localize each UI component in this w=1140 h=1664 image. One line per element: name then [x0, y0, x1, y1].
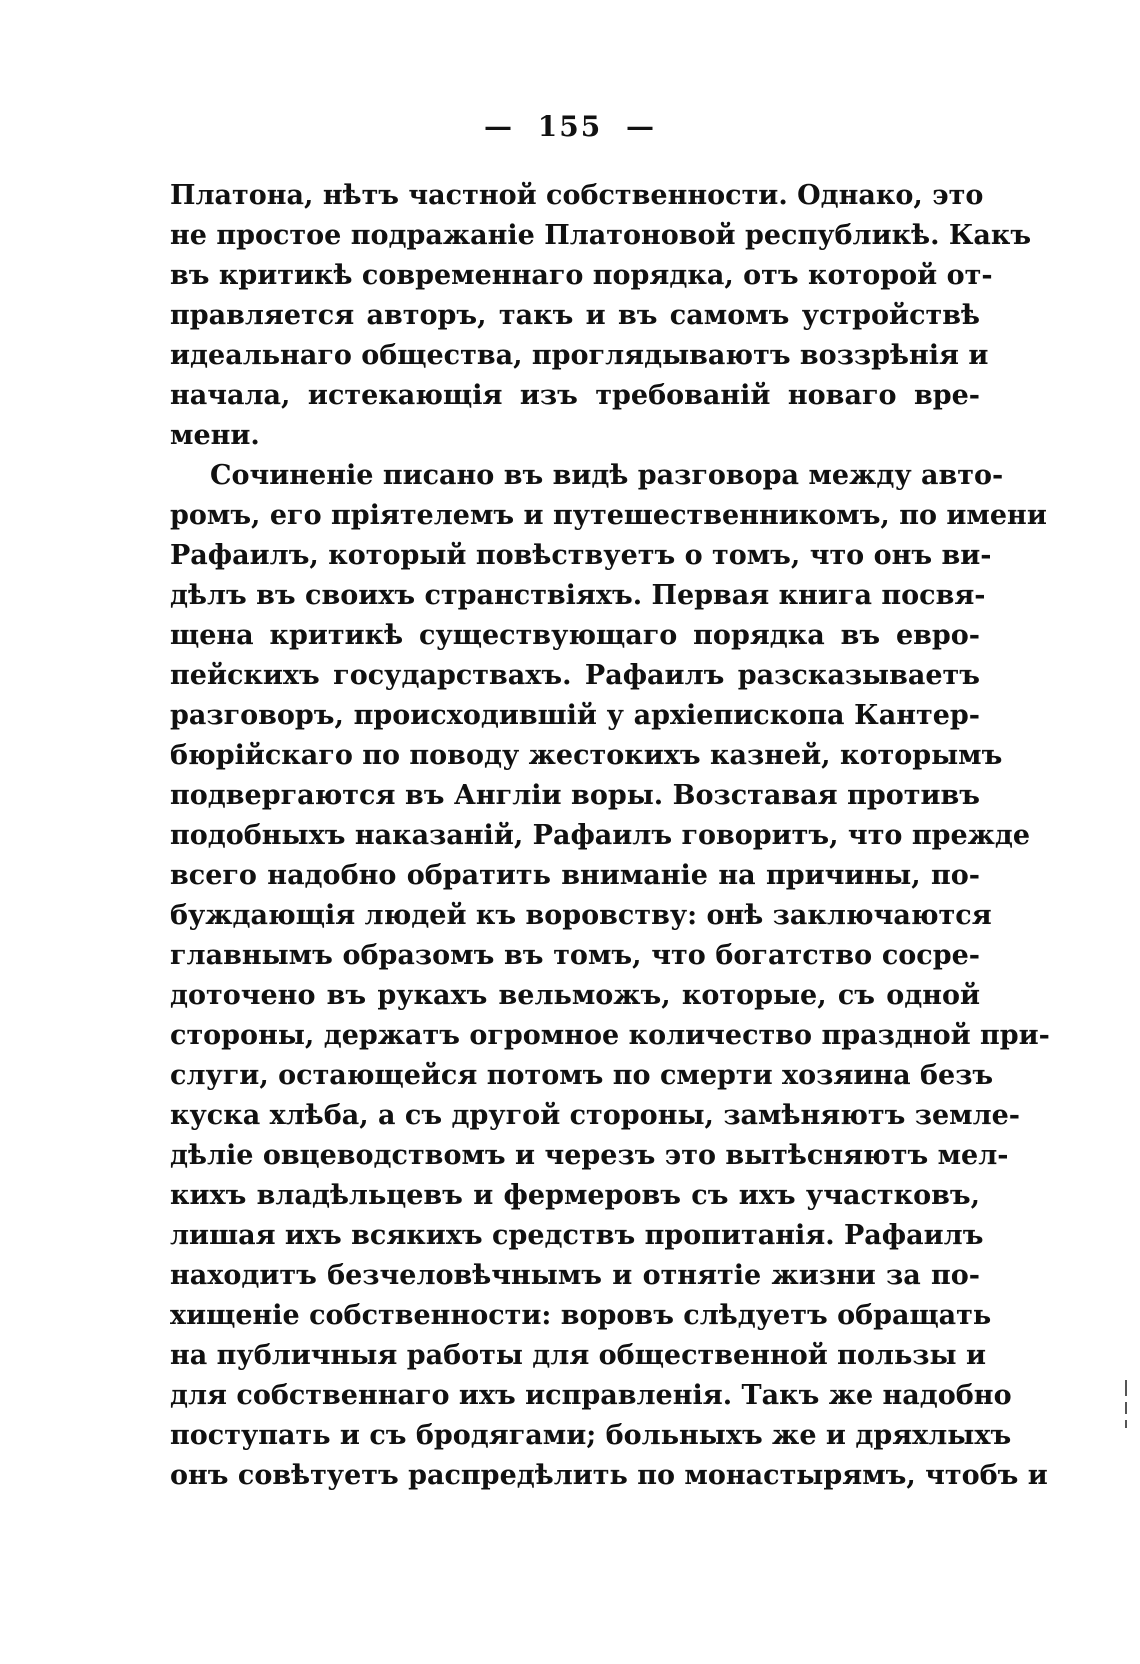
text-line: подвергаются въ Англіи воры. Возставая противъ [170, 780, 980, 811]
scan-artifact-mark [1125, 1380, 1127, 1396]
text-line: для собственнаго ихъ исправленія. Такъ же надобно [170, 1380, 1012, 1411]
text-line: бюрійскаго по поводу жестокихъ казней, которымъ [170, 740, 1003, 771]
text-line: находитъ безчеловѣчнымъ и отнятіе жизни за по- [170, 1260, 980, 1291]
text-line: разговоръ, происходившій у архіепископа Кантер- [170, 700, 980, 731]
text-line: главнымъ образомъ въ томъ, что богатство сосре- [170, 940, 980, 971]
text-line: дѣлъ въ своихъ странствіяхъ. Первая книга посвя- [170, 580, 986, 611]
paragraph-1 [170, 176, 1032, 456]
text-line: мени. [170, 420, 260, 451]
text-line: стороны, держатъ огромное количество праздной при- [170, 1020, 1050, 1051]
text-line: ромъ, его пріятелемъ и путешественникомъ, по имени [170, 500, 1047, 531]
page-number: — 155 — [484, 110, 656, 143]
text-line: правляется авторъ, такъ и въ самомъ устройствѣ [170, 300, 980, 331]
text-line: онъ совѣтуетъ распредѣлить по монастырямъ, чтобъ и [170, 1460, 1048, 1491]
text-line: доточено въ рукахъ вельможъ, которые, съ одной [170, 980, 980, 1011]
text-line: слуги, остающейся потомъ по смерти хозяина безъ [170, 1060, 994, 1091]
text-line: подобныхъ наказаній, Рафаилъ говоритъ, что прежде [170, 820, 1031, 851]
text-line: хищеніе собственности: воровъ слѣдуетъ обращать [170, 1300, 992, 1331]
text-line: поступать и съ бродягами; больныхъ же и дряхлыхъ [170, 1420, 1012, 1451]
text-line: Рафаилъ, который повѣствуетъ о томъ, что онъ ви- [170, 540, 992, 571]
text-line: Сочиненіе писано въ видѣ разговора между авто- [210, 460, 1004, 491]
text-line: дѣліе овцеводствомъ и черезъ это вытѣсняютъ мел- [170, 1140, 1009, 1171]
text-line: начала, истекающія изъ требованій новаго вре- [170, 380, 980, 411]
text-line: всего надобно обратить вниманіе на причины, по- [170, 860, 980, 891]
text-line: въ критикѣ современнаго порядка, отъ которой от- [170, 260, 993, 291]
paragraph-2 [170, 456, 1050, 1496]
text-line: Платона, нѣтъ частной собственности. Однако, это [170, 180, 984, 211]
text-line: не простое подражаніе Платоновой республикѣ. Какъ [170, 220, 1032, 251]
body-text [170, 176, 1050, 1496]
text-line: буждающія людей къ воровству: онѣ заключаются [170, 900, 992, 931]
text-line: куска хлѣба, а съ другой стороны, замѣняютъ земле- [170, 1100, 1020, 1131]
text-line: идеальнаго общества, проглядываютъ воззрѣнія и [170, 340, 989, 371]
text-line: пейскихъ государствахъ. Рафаилъ разсказываетъ [170, 660, 980, 691]
scan-artifact-mark [1125, 1402, 1127, 1414]
text-line: щена критикѣ существующаго порядка въ евро- [170, 620, 980, 651]
text-line: на публичныя работы для общественной пользы и [170, 1340, 987, 1371]
text-line: лишая ихъ всякихъ средствъ пропитанія. Рафаилъ [170, 1220, 984, 1251]
text-line: кихъ владѣльцевъ и фермеровъ съ ихъ участковъ, [170, 1180, 980, 1211]
scan-artifact-mark [1125, 1420, 1127, 1428]
